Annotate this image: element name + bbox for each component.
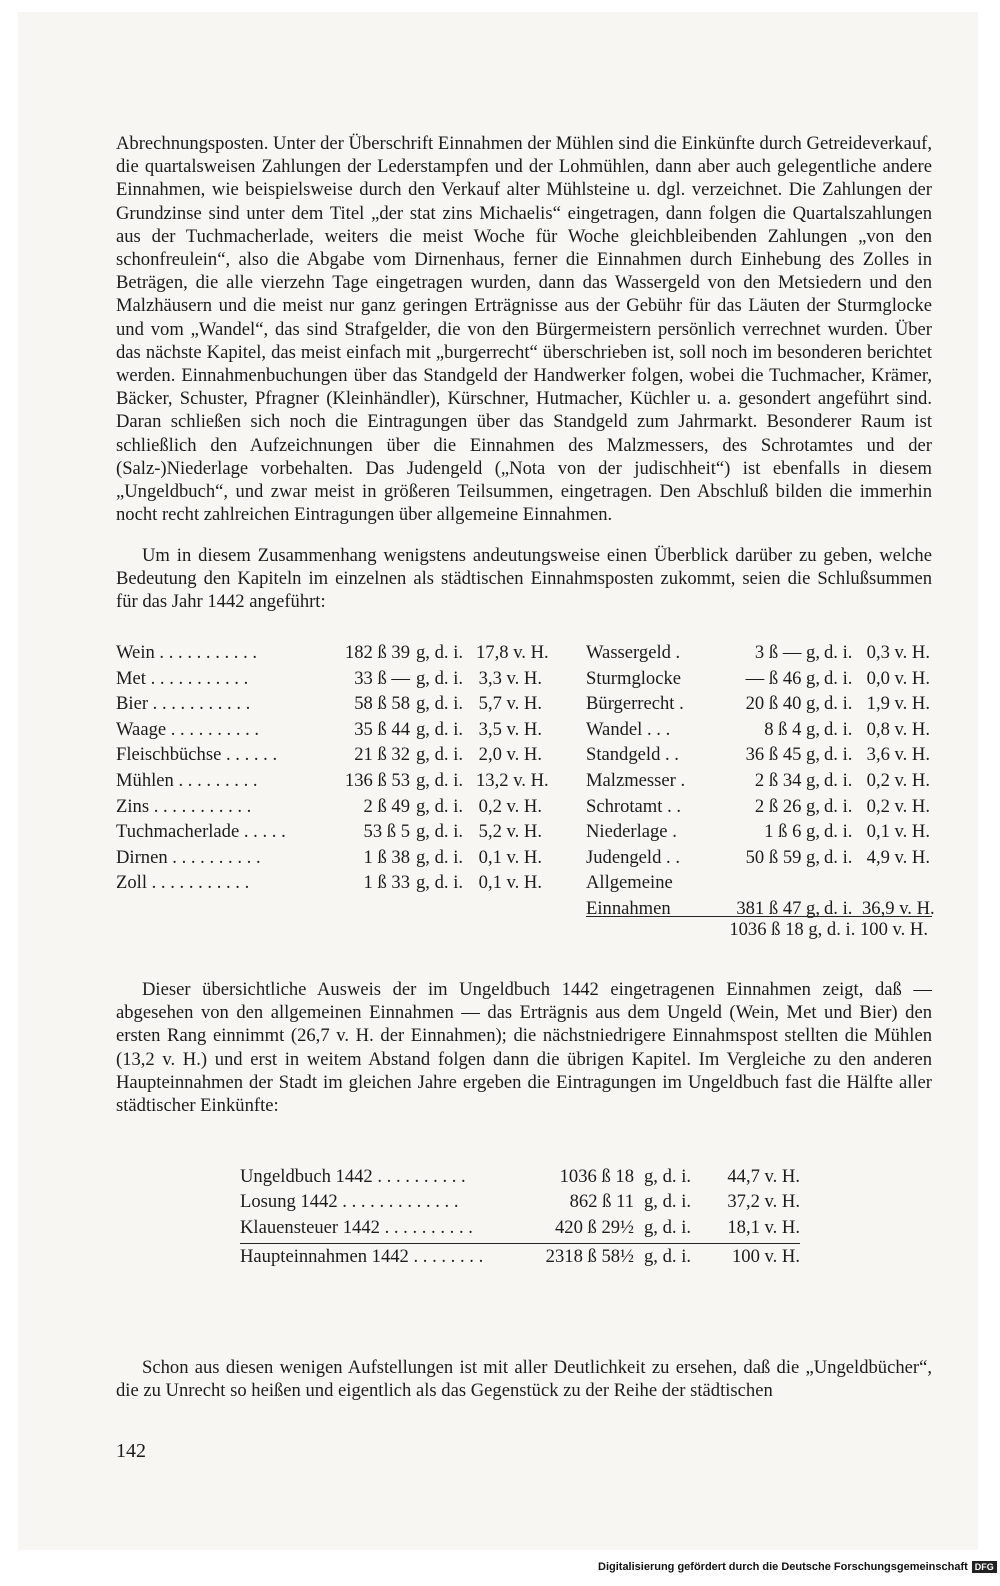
footer-text: Digitalisierung gefördert durch die Deutsche Forschungsgemeinschaft <box>598 1561 968 1573</box>
main-income-total-percent: 100 v. H. <box>731 1246 800 1268</box>
income-left-label: Waage . . . . . . . . . . <box>116 718 260 740</box>
income-right-label: Judengeld . . <box>586 846 680 868</box>
main-income-total-unit: g, d. i. <box>644 1246 692 1268</box>
income-left-label: Tuchmacherlade . . . . . <box>116 821 286 843</box>
income-left-percent: 5,2 v. H. <box>478 821 542 843</box>
income-right-unit: d. i. <box>824 718 853 740</box>
income-left-percent: 2,0 v. H. <box>478 744 542 766</box>
income-left-unit: g, d. i. <box>416 872 464 894</box>
income-right-percent: 3,6 v. H. <box>866 744 930 766</box>
income-left-label: Fleischbüchse . . . . . . <box>116 744 278 766</box>
income-right-unit: d. i. <box>824 821 853 843</box>
footer-credit <box>598 1561 997 1573</box>
income-left-label: Met . . . . . . . . . . . <box>116 667 249 689</box>
income-left-percent: 0,2 v. H. <box>478 795 542 817</box>
income-right-row <box>586 870 932 896</box>
income-left-percent: 0,1 v. H. <box>478 872 542 894</box>
income-right-label: Wandel . . . <box>586 718 671 740</box>
main-income-percent: 44,7 v. H. <box>727 1166 800 1187</box>
income-left-percent: 3,3 v. H. <box>478 667 542 689</box>
income-right-percent: 36,9 v. H. <box>862 897 935 919</box>
income-left-amount: 1 ß 38 <box>363 846 410 868</box>
main-income-total-label: Haupteinnahmen 1442 . . . . . . . . <box>240 1246 484 1268</box>
income-right-amount: 2 ß 34 g, <box>754 769 820 791</box>
income-right-label: Standgeld . . <box>586 744 679 766</box>
income-right-row <box>586 819 932 845</box>
income-left-amount: 1 ß 33 <box>363 872 410 894</box>
income-table-right-column <box>586 640 935 922</box>
income-left-amount: 33 ß — <box>354 667 410 689</box>
income-right-unit: d. i. <box>824 769 853 791</box>
main-income-amount: 1036 ß 18 <box>559 1166 634 1187</box>
income-right-row <box>586 768 932 794</box>
main-income-total-amount: 2318 ß 58½ <box>545 1246 634 1268</box>
main-income-total-row <box>240 1243 800 1269</box>
income-right-label: Niederlage . <box>586 821 677 843</box>
main-income-label: Losung 1442 . . . . . . . . . . . . . <box>240 1191 459 1213</box>
main-income-unit: g, d. i. <box>644 1216 692 1238</box>
income-right-unit: d. i. <box>824 744 853 766</box>
income-right-row <box>586 845 932 871</box>
main-income-row <box>240 1189 800 1214</box>
income-left-percent: 13,2 v. H. <box>476 769 549 791</box>
income-left-percent: 0,1 v. H. <box>478 846 542 868</box>
income-left-unit: g, d. i. <box>416 821 464 843</box>
paragraph-4: Schon aus diesen wenigen Aufstellungen ist mit aller Deutlichkeit zu ersehen, daß die „Ungeldbücher“, die zu Unrecht so heißen und eigentlich als das Gegenstück zu der Reihe der städtischen <box>116 1357 932 1402</box>
income-left-row <box>116 845 566 871</box>
main-income-table <box>240 1164 800 1270</box>
income-right-unit: d. i. <box>824 667 853 689</box>
income-left-amount: 21 ß 32 <box>354 744 410 766</box>
income-right-label: Malzmesser . <box>586 769 686 791</box>
income-right-percent: 0,2 v. H. <box>866 795 930 817</box>
income-table-total <box>586 916 932 943</box>
income-right-label: Einnahmen <box>586 897 671 919</box>
income-left-amount: 58 ß 58 <box>354 693 410 715</box>
income-right-amount: 50 ß 59 g, <box>745 846 820 868</box>
income-left-unit: g, d. i. <box>416 693 464 715</box>
income-total-text: 1036 ß 18 g, d. i. 100 v. H. <box>729 919 928 940</box>
main-income-amount: 420 ß 29½ <box>554 1216 634 1238</box>
paragraph-3: Dieser übersichtliche Ausweis der im Ungeldbuch 1442 eingetragenen Einnahmen zeigt, daß — abgesehen von den allgemeinen Einnahmen — das Erträgnis aus dem Ungeld (Wein, Met und Bier) den ersten Rang einnimmt (26,7 v. H. der Einnahmen); die nächstniedrigere Einnahmspost stellten die Mühlen (13,2 v. H.) und erst in weitem Abstand folgen dann die übrigen Kapitel. Im Vergleiche zu den anderen Haupteinnahmen der Stadt im gleichen Jahre ergeben die Eintragungen im Ungeldbuch fast die Hälfte aller städtischer Einkünfte: <box>116 979 932 1117</box>
income-table-left-column <box>116 640 566 896</box>
income-left-unit: g, d. i. <box>416 795 464 817</box>
income-right-unit: d. i. <box>824 846 853 868</box>
income-left-amount: 2 ß 49 <box>363 795 410 817</box>
income-left-unit: g, d. i. <box>416 642 464 663</box>
income-left-row <box>116 794 566 820</box>
income-right-label: Schrotamt . . <box>586 795 682 817</box>
income-left-label: Wein . . . . . . . . . . . <box>116 642 258 663</box>
income-right-percent: 0,1 v. H. <box>866 821 930 843</box>
dfg-logo: DFG <box>972 1561 997 1573</box>
income-right-row <box>586 742 932 768</box>
main-income-unit: g, d. i. <box>644 1166 692 1187</box>
income-left-row <box>116 640 566 666</box>
income-left-unit: g, d. i. <box>416 744 464 766</box>
income-right-unit: d. i. <box>824 693 853 715</box>
income-left-row <box>116 819 566 845</box>
income-right-amount: 3 ß — g, <box>754 642 820 663</box>
income-left-unit: g, d. i. <box>416 718 464 740</box>
income-right-row <box>586 794 932 820</box>
income-right-amount: 381 ß 47 g, <box>736 897 820 919</box>
main-income-label: Ungeldbuch 1442 . . . . . . . . . . <box>240 1166 466 1187</box>
main-income-amount: 862 ß 11 <box>569 1191 634 1213</box>
income-left-label: Zins . . . . . . . . . . . <box>116 795 252 817</box>
income-right-unit: d. i. <box>824 795 853 817</box>
income-left-amount: 53 ß 5 <box>363 821 410 843</box>
income-left-amount: 35 ß 44 <box>354 718 410 740</box>
income-left-percent: 17,8 v. H. <box>476 642 549 663</box>
income-right-row <box>586 717 932 743</box>
income-right-amount: 36 ß 45 g, <box>745 744 820 766</box>
income-right-label: Wassergeld . <box>586 642 681 663</box>
main-income-unit: g, d. i. <box>644 1191 692 1213</box>
income-left-amount: 182 ß 39 <box>344 642 410 663</box>
income-right-amount: 8 ß 4 g, <box>764 718 820 740</box>
income-left-percent: 5,7 v. H. <box>478 693 542 715</box>
income-right-percent: 0,2 v. H. <box>866 769 930 791</box>
income-left-label: Zoll . . . . . . . . . . . <box>116 872 250 894</box>
income-left-amount: 136 ß 53 <box>344 769 410 791</box>
income-right-percent: 4,9 v. H. <box>866 846 930 868</box>
income-left-row <box>116 666 566 692</box>
income-left-percent: 3,5 v. H. <box>478 718 542 740</box>
income-right-row <box>586 691 932 717</box>
income-left-label: Dirnen . . . . . . . . . . <box>116 846 261 868</box>
main-income-row <box>240 1164 800 1189</box>
income-left-row <box>116 768 566 794</box>
income-right-amount: 1 ß 6 g, <box>764 821 820 843</box>
income-left-unit: g, d. i. <box>416 846 464 868</box>
income-left-row <box>116 870 566 896</box>
income-right-label: Allgemeine <box>586 872 673 894</box>
income-right-row <box>586 640 932 666</box>
income-right-percent: 1,9 v. H. <box>866 693 930 715</box>
income-left-row <box>116 717 566 743</box>
paragraph-1: Abrechnungsposten. Unter der Überschrift Einnahmen der Mühlen sind die Einkünfte durch Getreideverkauf, die quartalsweisen Zahlungen der Lederstampfen und der Lohmühlen, dann aber auch gelegentliche andere Einnahmen, wie beispielsweise durch den Verkauf alter Mühlsteine u. dgl. verzeichnet. Die Zahlungen der Grundzinse sind unter dem Titel „der stat zins Michaelis“ eingetragen, dann folgen die Quartalszahlungen aus der Tuchmacherlade, weiters die meist Woche für Woche gleichbleibenden Zahlungen „von den schonfreulein“, also die Abgabe vom Dirnenhaus, ferner die Einnahmen durch Einhebung des Zolles in Beträgen, die alle vierzehn Tage eingetragen wurden, dann das Wassergeld von den Metsiedern und den Malzhäusern und die meist nur ganz geringen Erträgnisse aus der Gebühr für das Läuten der Sturmglocke und vom „Wandel“, das sind Strafgelder, die von den Bürgermeistern persönlich verrechnet wurden. Über das nächste Kapitel, das meist einfach mit „burgerrecht“ überschrieben ist, soll noch im besonderen berichtet werden. Einnahmenbuchungen über das Standgeld der Handwerker folgen, wobei die Tuchmacher, Krämer, Bäcker, Schuster, Pfragner (Kleinhändler), Kürschner, Hutmacher, Küchler u. a. gesondert angeführt sind. Daran schließen sich noch die Eintragungen über das Standgeld zum Jahrmarkt. Besonderer Raum ist schließlich den Aufzeichnungen über die Einnahmen des Malzmessers, des Schrotamtes und der (Salz-)Niederlage vorbehalten. Das Judengeld („Nota von der judischheit“) ist ebenfalls in diesem „Ungeldbuch“, und zwar meist in größeren Teilsummen, eingetragen. Den Abschluß bilden die immerhin nocht recht zahlreichen Eintragungen über allgemeine Einnahmen. <box>116 133 932 526</box>
main-income-label: Klauensteuer 1442 . . . . . . . . . . <box>240 1216 473 1238</box>
paragraph-2: Um in diesem Zusammenhang wenigstens andeutungsweise einen Überblick darüber zu geben, welche Bedeutung den Kapiteln im einzelnen als städtischen Einnahmsposten zukommt, seien die Schlußsummen für das Jahr 1442 angeführt: <box>116 545 932 613</box>
income-right-unit: d. i. <box>824 897 853 919</box>
main-income-percent: 37,2 v. H. <box>727 1191 800 1213</box>
income-right-percent: 0,8 v. H. <box>866 718 930 740</box>
income-right-label: Sturmglocke <box>586 667 682 689</box>
income-left-unit: g, d. i. <box>416 769 464 791</box>
income-left-label: Bier . . . . . . . . . . . <box>116 693 251 715</box>
income-right-amount: 20 ß 40 g, <box>745 693 820 715</box>
main-income-percent: 18,1 v. H. <box>727 1216 800 1238</box>
income-right-amount: — ß 46 g, <box>745 667 820 689</box>
income-right-percent: 0,3 v. H. <box>866 642 930 663</box>
income-left-label: Mühlen . . . . . . . . . <box>116 769 258 791</box>
main-income-row <box>240 1215 800 1240</box>
income-right-label: Bürgerrecht . <box>586 693 684 715</box>
income-right-percent: 0,0 v. H. <box>866 667 930 689</box>
income-left-row <box>116 691 566 717</box>
page-number: 142 <box>116 1440 146 1462</box>
income-right-unit: d. i. <box>824 642 853 663</box>
income-right-amount: 2 ß 26 g, <box>754 795 820 817</box>
income-right-row <box>586 666 932 692</box>
income-left-unit: g, d. i. <box>416 667 464 689</box>
income-left-row <box>116 742 566 768</box>
